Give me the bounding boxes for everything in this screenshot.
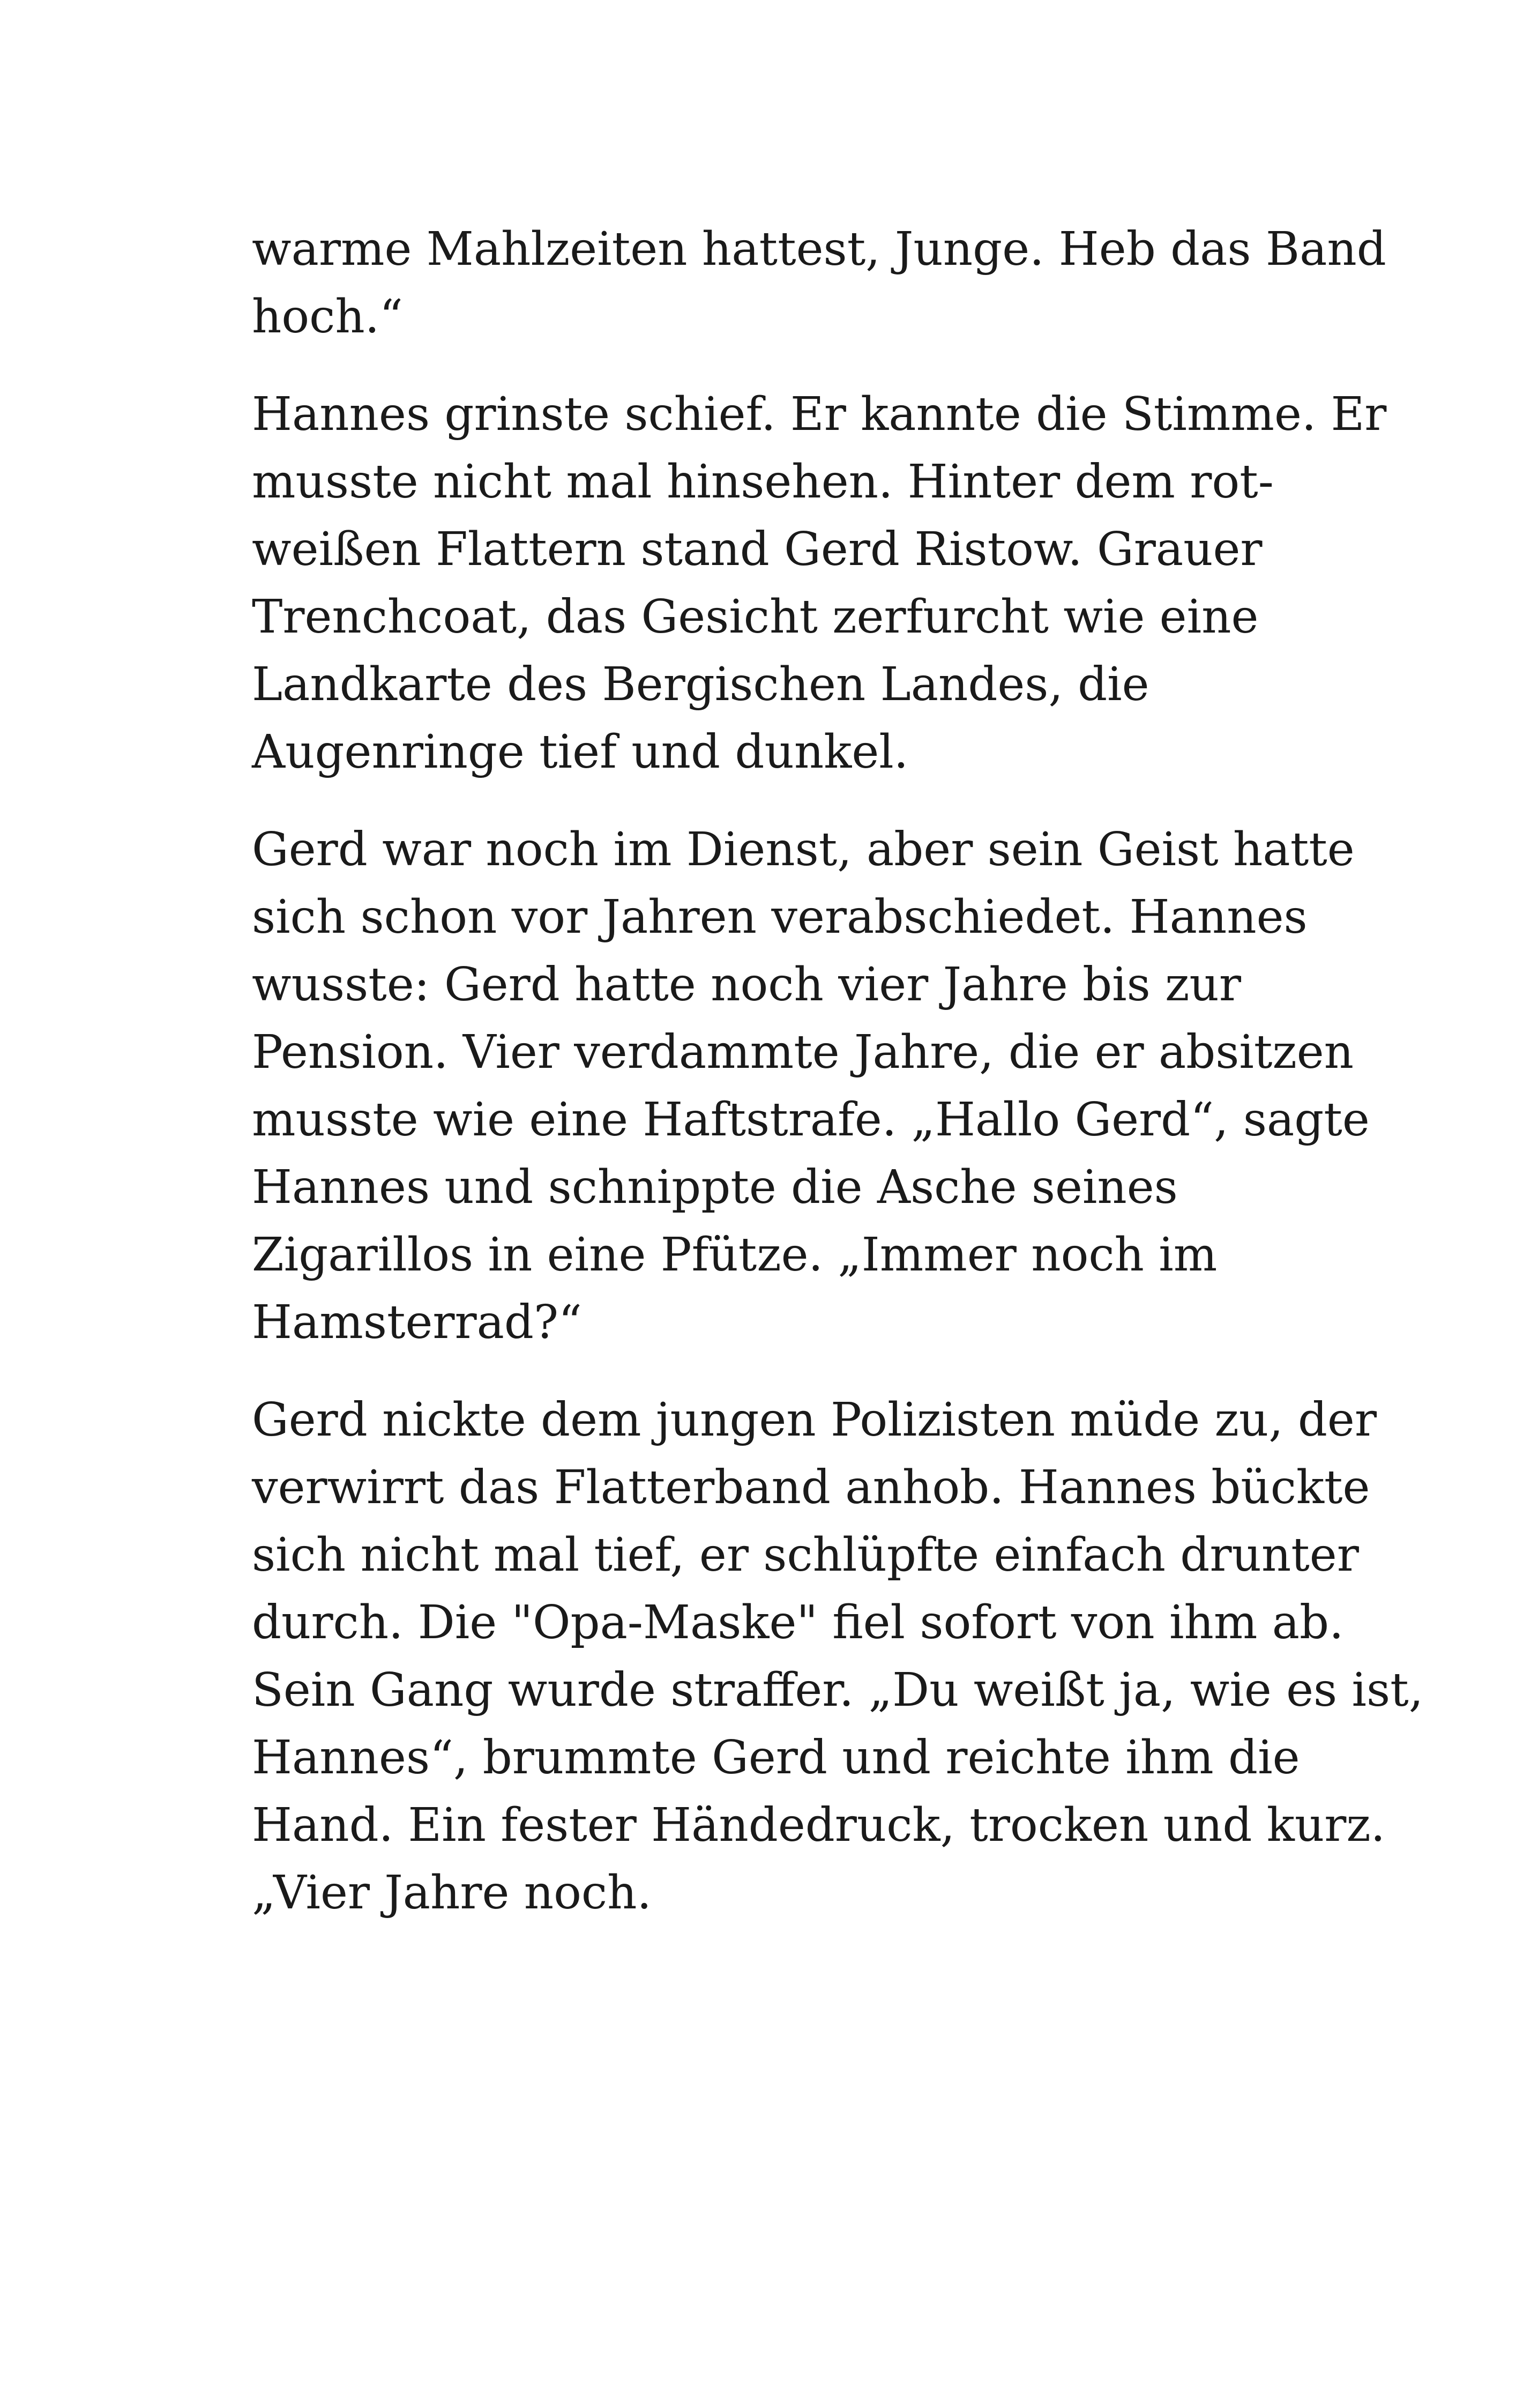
text-line: hoch.“ xyxy=(252,290,404,344)
text-line: Landkarte des Bergischen Landes, die xyxy=(252,658,1149,711)
text-line: „Vier Jahre noch. xyxy=(252,1866,652,1920)
text-line: durch. Die "Opa-Maske" fiel sofort von ihm ab. xyxy=(252,1596,1344,1649)
text-line: Hamsterrad?“ xyxy=(252,1296,583,1349)
text-line: Trenchcoat, das Gesicht zerfurcht wie eine xyxy=(252,590,1259,644)
text-line: Gerd nickte dem jungen Polizisten müde zu, der xyxy=(252,1393,1377,1447)
text-line: weißen Flattern stand Gerd Ristow. Grauer xyxy=(252,523,1263,576)
text-line: musste nicht mal hinsehen. Hinter dem rot- xyxy=(252,455,1274,509)
text-line: Hannes“, brummte Gerd und reichte ihm die xyxy=(252,1731,1300,1785)
text-line: Augenringe tief und dunkel. xyxy=(252,725,909,779)
text-line: sich nicht mal tief, er schlüpfte einfach drunter xyxy=(252,1528,1359,1582)
text-line: Hannes grinste schief. Er kannte die Stimme. Er xyxy=(252,388,1387,441)
text-line: sich schon vor Jahren verabschiedet. Hannes xyxy=(252,890,1308,944)
text-line: verwirrt das Flatterband anhob. Hannes bückte xyxy=(252,1461,1370,1514)
text-line: Sein Gang wurde straffer. „Du weißt ja, wie es ist, xyxy=(252,1663,1424,1717)
paragraph-2 xyxy=(252,381,1387,786)
text-line: Hand. Ein fester Händedruck, trocken und kurz. xyxy=(252,1798,1386,1852)
text-line: Zigarillos in eine Pfütze. „Immer noch im xyxy=(252,1228,1218,1282)
text-line: Hannes und schnippte die Asche seines xyxy=(252,1161,1178,1214)
text-line: Gerd war noch im Dienst, aber sein Geist hatte xyxy=(252,823,1355,876)
text-line: Pension. Vier verdammte Jahre, die er absitzen xyxy=(252,1025,1354,1079)
paragraph-1 xyxy=(252,215,1386,351)
paragraph-4 xyxy=(252,1386,1424,1927)
text-line: musste wie eine Haftstrafe. „Hallo Gerd“, sagte xyxy=(252,1093,1370,1147)
body-text xyxy=(252,215,1424,1957)
text-line: warme Mahlzeiten hattest, Junge. Heb das Band xyxy=(252,222,1386,276)
text-line: wusste: Gerd hatte noch vier Jahre bis zur xyxy=(252,958,1241,1012)
paragraph-3 xyxy=(252,816,1377,1356)
